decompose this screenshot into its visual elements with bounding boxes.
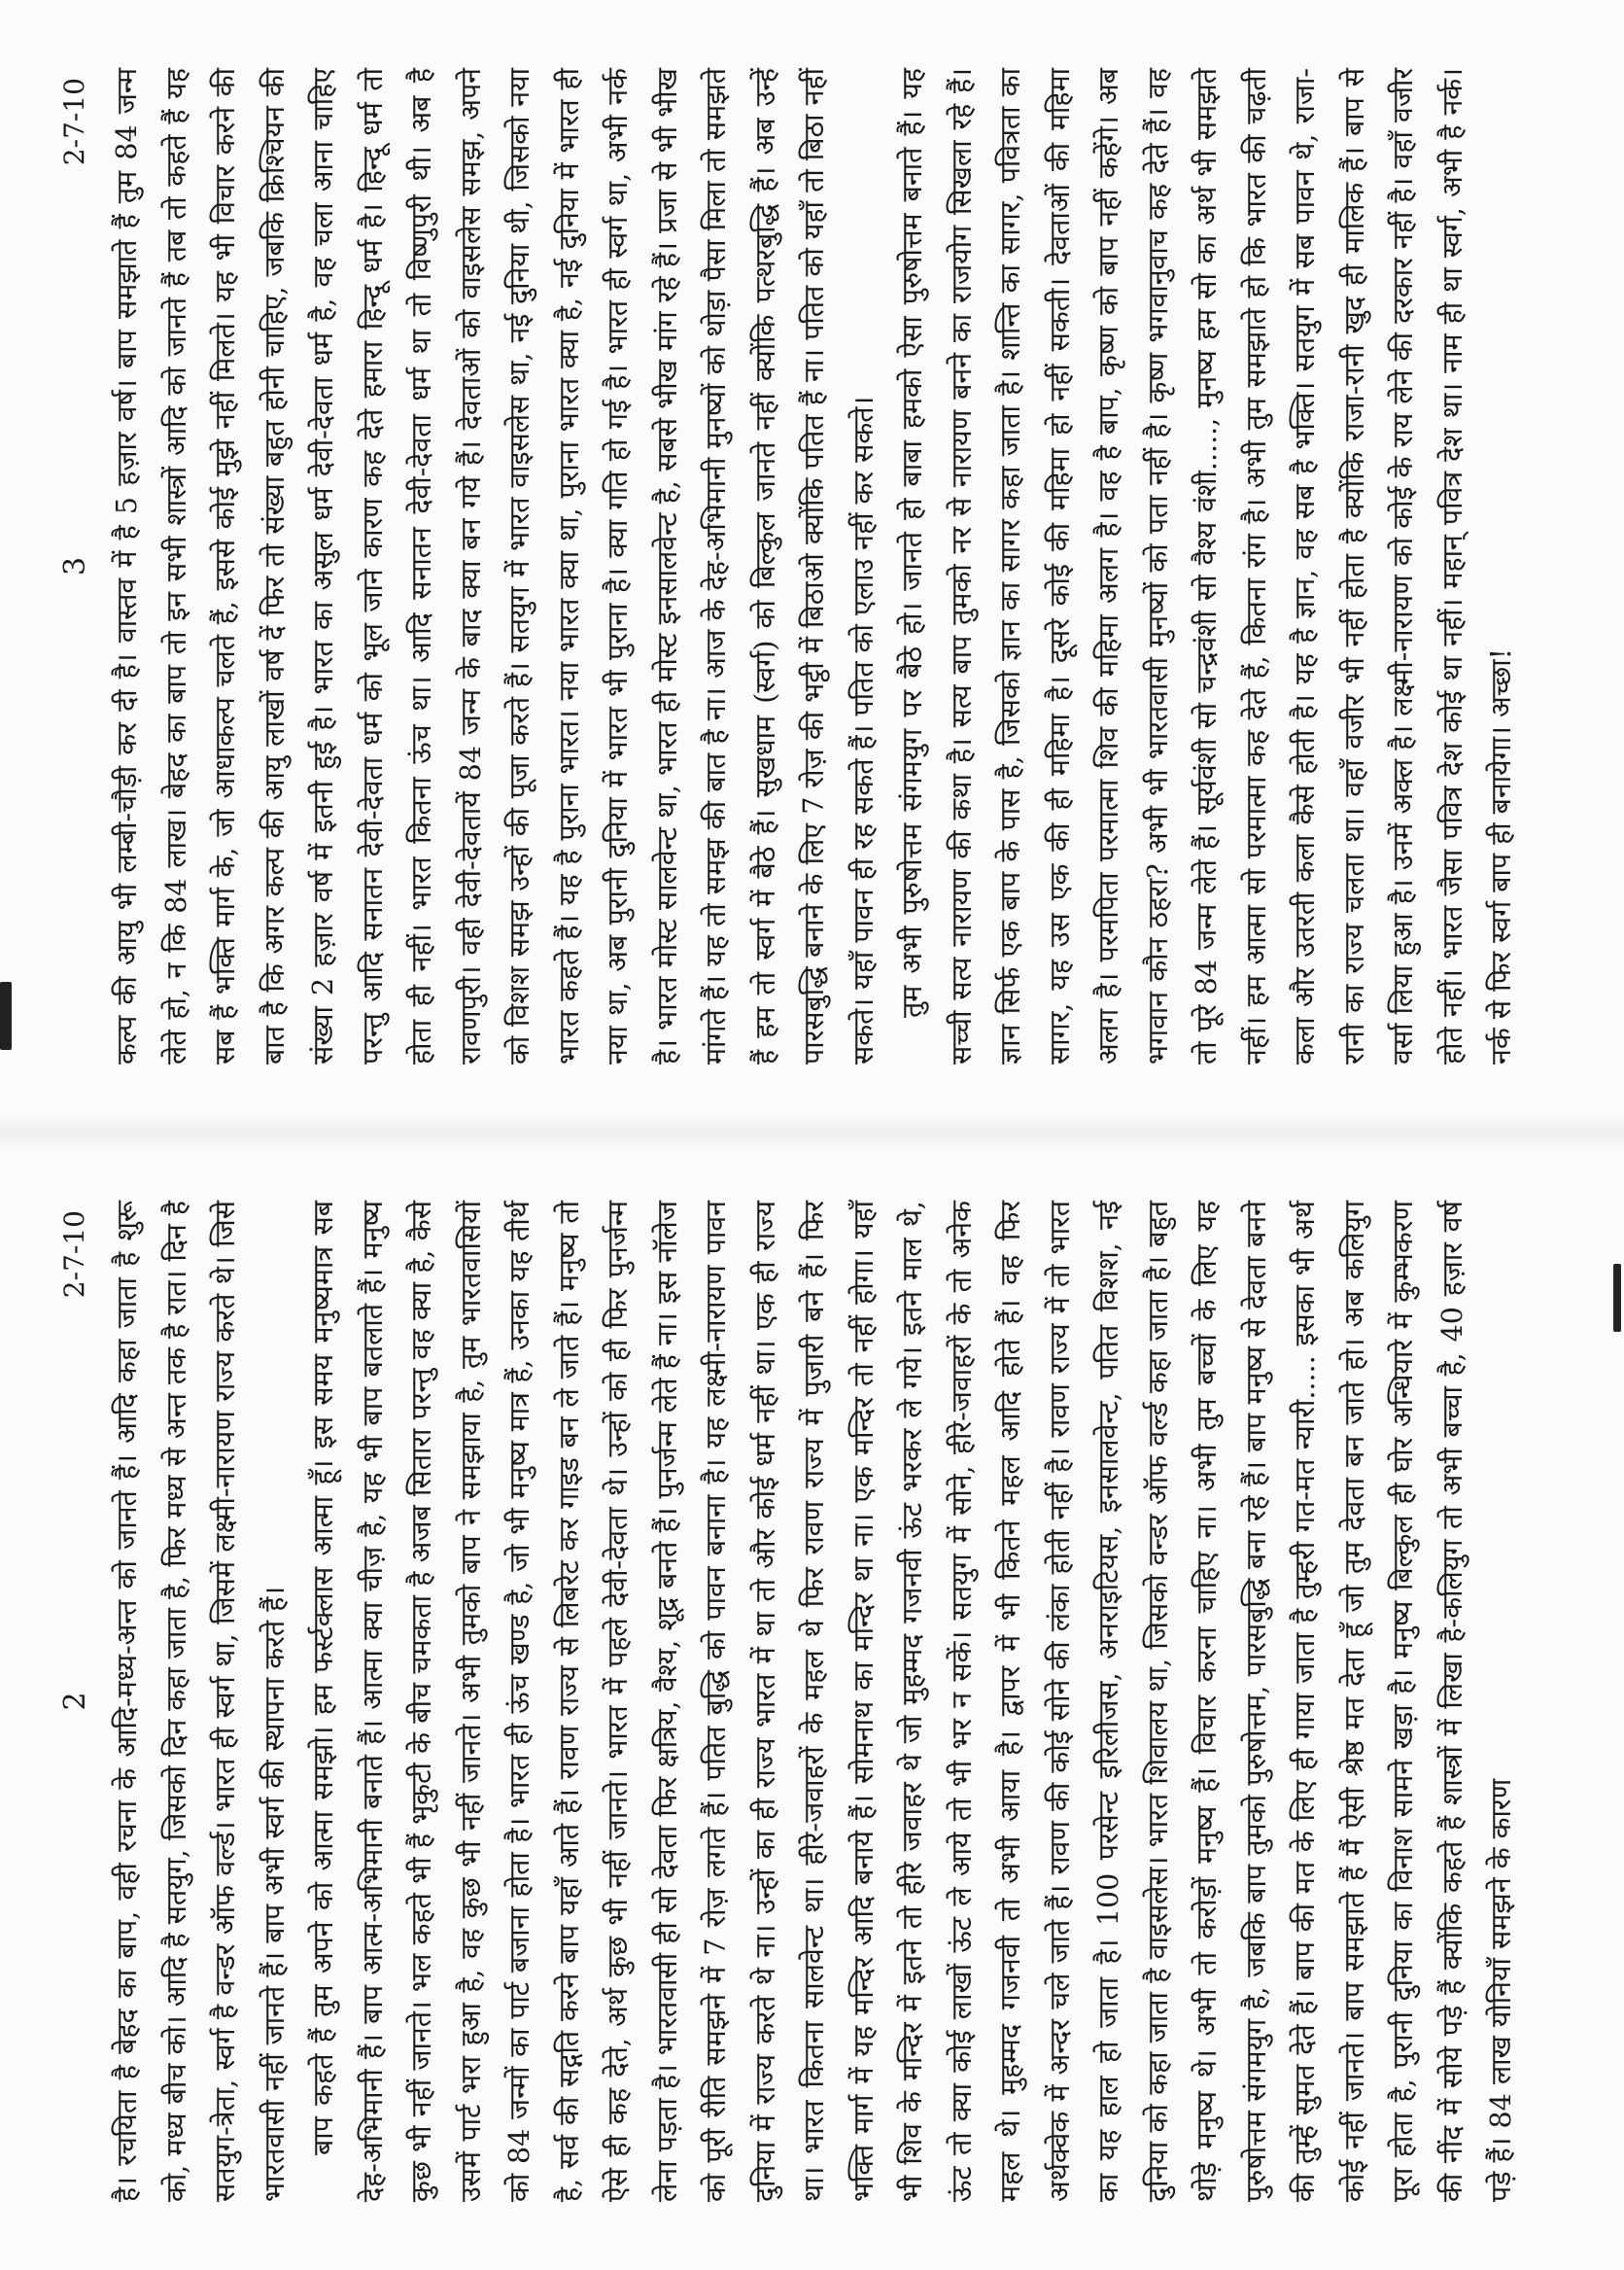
left-page-body	[103, 1201, 1527, 2202]
scan-edge-mark	[1613, 1264, 1621, 1332]
right-page	[0, 0, 1624, 1133]
right-page-header	[58, 68, 97, 1065]
scan-edge-mark	[0, 982, 12, 1050]
right-page-date: 2-7-10	[58, 78, 90, 166]
left-page-header	[58, 1201, 97, 2202]
right-paragraph: तुम अभी पुरुषोत्तम संगमयुग पर बैठे हो। जानते हो बाबा हमको ऐसा पुरुषोत्तम बनाते हैं। यह सच्ची सत्य नारायण की कथा है। सत्य बाप तुमको नर से नारायण बनने का राजयोग सिखला रहे हैं। ज्ञान सिर्फ एक बाप के पास है, जिसको ज्ञान का सागर कहा जाता है। शान्ति का सागर, पवित्रता का सागर, यह उस एक की ही महिमा है। दूसरे कोई की महिमा हो नहीं सकती। देवताओं की महिमा अलग है। परमपिता परमात्मा शिव की महिमा अलग है। वह है बाप, कृष्ण को बाप नहीं कहेंगे। अब भगवान कौन ठहरा? अभी भी भारतवासी मुनष्यों को पता नहीं है। कृष्ण भगवानुवाच कह देते हैं। वह तो पूरे 84 जन्म लेते हैं। सूर्यवंशी सो चन्द्रवंशी सो वैश्य वंशी....., मुनष्य हम सो का अर्थ भी समझते नहीं। हम आत्मा सो परमात्मा कह देते हैं, कितना रांग है। अभी तुम समझाते हो कि भारत की चढ़ती कला और उतरती कला कैसे होती है। यह है ज्ञान, वह सब है भक्ति। सतयुग में सब पावन थे, राजा-रानी का राज्य चलता था। वहाँ वजीर भी नहीं होता है क्योंकि राजा-रानी खुद ही मालिक हैं। बाप से वर्सा लिया हुआ है। उनमें अक्ल है। लक्ष्मी-नारायण को कोई के राय लेने की दरकार नहीं है। वहाँ वजीर होते नहीं। भारत जैसा पवित्र देश कोई था नहीं। महान् पवित्र देश था। नाम ही था स्वर्ग, अभी है नर्क। नर्क से फिर स्वर्ग बाप ही बनायेगा। अच्छा!	[896, 68, 1517, 1065]
left-page	[0, 1133, 1624, 2270]
right-page-body	[103, 68, 1527, 1065]
left-page-number: 2	[58, 1692, 92, 1711]
left-page-date: 2-7-10	[58, 1210, 90, 1299]
left-paragraph: बाप कहते हैं तुम अपने को आत्मा समझो। हम फर्स्टक्लास आत्मा हूँ। इस समय मनुष्यमात्र सब देह-अभिमानी हैं। बाप आत्म-अभिमानी बनाते हैं। आत्मा क्या चीज़ है, यह भी बाप बतलाते हैं। मनुष्य कुछ भी नहीं जानते। भल कहते भी हैं भृकुटी के बीच चमकता है अजब सितारा परन्तु वह क्या है, कैसे उसमें पार्ट भरा हुआ है, वह कुछ भी नहीं जानते। अभी तुमको बाप ने समझाया है, तुम भारतवासियों को 84 जन्मों का पार्ट बजाना होता है। भारत ही ऊंच खण्ड है, जो भी मनुष्य मात्र हैं, उनका यह तीर्थ है, सर्व की सद्गति करने बाप यहाँ आते हैं। रावण राज्य से लिबरेट कर गाइड बन ले जाते हैं। मनुष्य तो ऐसे ही कह देते, अर्थ कुछ भी नहीं जानते। भारत में पहले देवी-देवता थे। उन्हों को ही फिर पुनर्जन्म लेना पड़ता है। भारतवासी ही सो देवता फिर क्षत्रिय, वैश्य, शूद्र बनते हैं। पुनर्जन्म लेते हैं ना। इस नॉलेज को पूरी रीति समझने में 7 रोज़ लगते हैं। पतित बुद्धि को पावन बनाना है। यह लक्ष्मी-नारायण पावन दुनिया में राज्य करते थे ना। उन्हों का ही राज्य भारत में था तो और कोई धर्म नहीं था। एक ही राज्य था। भारत कितना सालवेन्ट था। हीरे-जवाहरों के महल थे फिर रावण राज्य में पुजारी बने हैं। फिर भक्ति मार्ग में यह मन्दिर आदि बनाये हैं। सोमनाथ का मन्दिर था ना। एक मन्दिर तो नहीं होगा। यहाँ भी शिव के मन्दिर में इतने तो हीरे जवाहर थे जो मुहम्मद गजनवी ऊंट भरकर ले गये। इतने माल थे, ऊंट तो क्या कोई लाखों ऊंट ले आये तो भी भर न सकें। सतयुग में सोने, हीरे-जवाहरों के तो अनेक महल थे। मुहम्मद गजनवी तो अभी आया है। द्वापर में भी कितने महल आदि होते हैं। वह फिर अर्थक्वेक में अन्दर चले जाते हैं। रावण की कोई सोने की लंका होती नहीं है। रावण राज्य में तो भारत का यह हाल हो जाता है। 100 परसेन्ट इरिलीजस, अनराइटियस, इनसालवेन्ट, पतित विशश, नई दुनिया को कहा जाता है वाइसलेस। भारत शिवालय था, जिसको वन्डर ऑफ वर्ल्ड कहा जाता है। बहुत थोड़े मनुष्य थे। अभी तो करोड़ों मनुष्य हैं। विचार करना चाहिए ना। अभी तुम बच्चों के लिए यह पुरुषोत्तम संगमयुग है, जबकि बाप तुमको पुरुषोत्तम, पारसबुद्धि बना रहे हैं। बाप मनुष्य से देवता बनने की तुम्हें सुमत देते हैं। बाप की मत के लिए ही गाया जाता है तुम्हरी गत-मत न्यारी..... इसका भी अर्थ कोई नहीं जानते। बाप समझाते हैं मैं ऐसी श्रेष्ठ मत देता हूँ जो तुम देवता बन जाते हो। अब कलियुग पूरा होता है, पुरानी दुनिया का विनाश सामने खड़ा है। मनुष्य बिल्कुल ही घोर अन्धियारे में कुम्भकरण की नींद में सोये पड़े हैं क्योंकि कहते हैं शास्त्रों में लिखा है-कलियुग तो अभी बच्चा है, 40 हज़ार वर्ष पड़े हैं। 84 लाख योनियाँ समझने के कारण	[307, 1201, 1517, 2202]
right-intro-text: कल्प की आयु भी लम्बी-चौड़ी कर दी है। वास्तव में है 5 हज़ार वर्ष। बाप समझाते हैं तुम 84 जन्म लेते हो, न कि 84 लाख। बेहद का बाप तो इन सभी शास्त्रों आदि को जानते हैं तब तो कहते हैं यह सब हैं भक्ति मार्ग के, जो आधाकल्प चलते हैं, इससे कोई मुझे नहीं मिलते। यह भी विचार करने की बात है कि अगर कल्प की आयु लाखों वर्ष दें फिर तो संख्या बहुत होनी चाहिए, जबकि क्रिश्चियन की संख्या 2 हज़ार वर्ष में इतनी हुई है। भारत का असुल धर्म देवी-देवता धर्म है, वह चला आना चाहिए परन्तु आदि सनातन देवी-देवता धर्म को भूल जाने कारण कह देते हमारा हिन्दू धर्म है। हिन्दू धर्म तो होता ही नहीं। भारत कितना ऊंच था। आदि सनातन देवी-देवता धर्म था तो विष्णुपुरी थी। अब है रावणपुरी। वही देवी-देवतायें 84 जन्म के बाद क्या बन गये हैं। देवताओं को वाइसलेस समझ, अपने को विशश समझ उन्हों की पूजा करते हैं। सतयुग में भारत वाइसलेस था, नई दुनिया थी, जिसको नया भारत कहते हैं। यह है पुराना भारत। नया भारत क्या था, पुराना भारत क्या है, नई दुनिया में भारत ही नया था, अब पुरानी दुनिया में भारत भी पुराना है। क्या गति हो गई है। भारत ही स्वर्ग था, अभी नर्क है। भारत मोस्ट सालवेन्ट था, भारत ही मोस्ट इनसालवेन्ट है, सबसे भीख मांग रहे हैं। प्रजा से भी भीख मांगते हैं। यह तो समझ की बात है ना। आज के देह-अभिमानी मुनष्यों को थोड़ा पैसा मिला तो समझते हैं हम तो स्वर्ग में बैठे हैं। सुखधाम (स्वर्ग) को बिल्कुल जानते नहीं क्योंकि पत्थरबुद्धि हैं। अब उन्हें पारसबुद्धि बनाने के लिए 7 रोज़ की भट्ठी में बिठाओ क्योंकि पतित हैं ना। पतित को यहाँ तो बिठा नहीं सकते। यहाँ पावन ही रह सकते हैं। पतित को एलाउ नहीं कर सकते।	[111, 68, 880, 1065]
left-intro-text: है। रचयिता है बेहद का बाप, वही रचना के आदि-मध्य-अन्त को जानते हैं। आदि कहा जाता है शुरू को, मध्य बीच को। आदि है सतयुग, जिसको दिन कहा जाता है, फिर मध्य से अन्त तक है रात। दिन है सतयुग-त्रेता, स्वर्ग है वन्डर ऑफ वर्ल्ड। भारत ही स्वर्ग था, जिसमें लक्ष्मी-नारायण राज्य करते थे। जिसे भारतवासी नहीं जानते हैं। बाप अभी स्वर्ग की स्थापना करते हैं।	[111, 1201, 291, 2202]
right-page-number: 3	[58, 556, 92, 576]
